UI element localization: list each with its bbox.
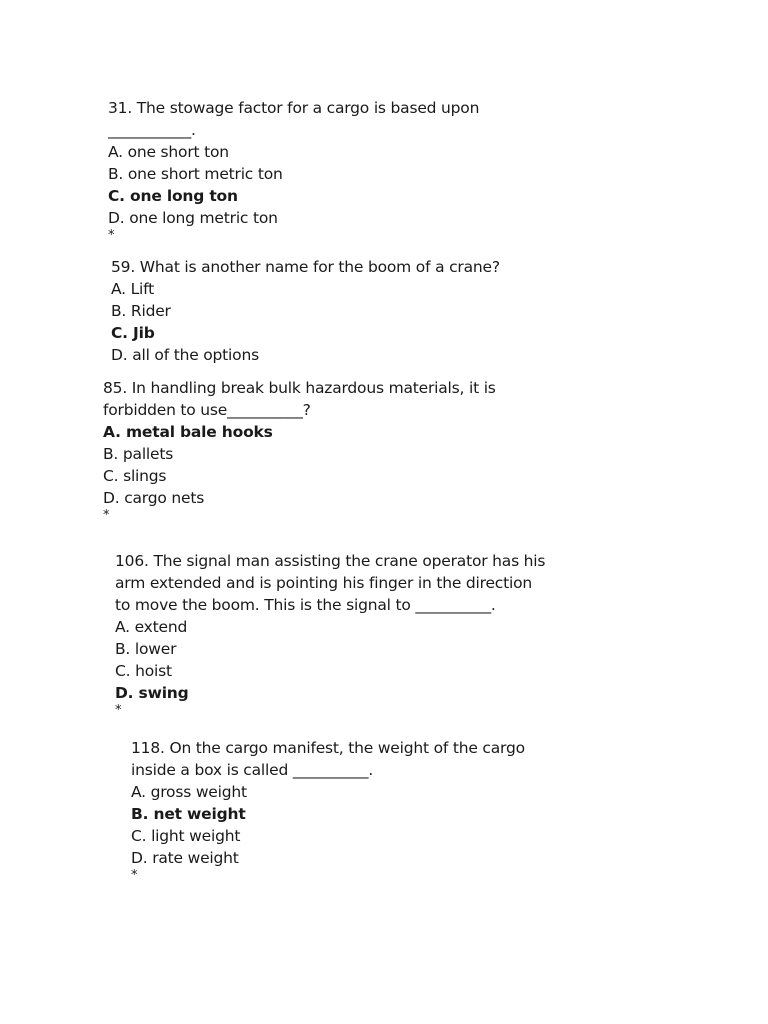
question-31 <box>108 97 479 243</box>
question-text: 118. On the cargo manifest, the weight of the cargo <box>131 739 525 757</box>
question-text: 85. In handling break bulk hazardous materials, it is <box>103 379 496 397</box>
option-a-correct: A. metal bale hooks <box>103 423 273 441</box>
option-c-correct: C. one long ton <box>108 187 238 205</box>
question-106 <box>115 550 545 718</box>
option-d: D. rate weight <box>131 849 239 867</box>
answer-marker: * <box>103 508 110 523</box>
question-text: ___________. <box>108 121 196 139</box>
option-b: B. lower <box>115 640 177 658</box>
option-d: D. all of the options <box>111 346 259 364</box>
question-text: forbidden to use__________? <box>103 401 311 419</box>
option-a: A. gross weight <box>131 783 247 801</box>
option-b: B. Rider <box>111 302 171 320</box>
option-d-correct: D. swing <box>115 684 189 702</box>
answer-marker: * <box>115 703 122 718</box>
question-text: to move the boom. This is the signal to __________. <box>115 596 496 614</box>
option-a: A. extend <box>115 618 188 636</box>
option-c: C. hoist <box>115 662 172 680</box>
option-b: B. one short metric ton <box>108 165 283 183</box>
answer-marker: * <box>131 868 138 883</box>
option-d: D. one long metric ton <box>108 209 278 227</box>
question-text: arm extended and is pointing his finger in the direction <box>115 574 533 592</box>
option-a: A. Lift <box>111 280 154 298</box>
option-b-correct: B. net weight <box>131 805 246 823</box>
option-c-correct: C. Jib <box>111 324 155 342</box>
question-text: inside a box is called __________. <box>131 761 374 779</box>
question-85 <box>103 377 496 523</box>
option-a: A. one short ton <box>108 143 229 161</box>
option-b: B. pallets <box>103 445 174 463</box>
option-d: D. cargo nets <box>103 489 205 507</box>
option-c: C. slings <box>103 467 167 485</box>
question-59 <box>111 256 500 366</box>
question-text: 31. The stowage factor for a cargo is based upon <box>108 99 480 117</box>
option-c: C. light weight <box>131 827 241 845</box>
question-text: 59. What is another name for the boom of a crane? <box>111 258 500 276</box>
question-text: 106. The signal man assisting the crane operator has his <box>115 552 546 570</box>
answer-marker: * <box>108 228 115 243</box>
question-118 <box>131 737 525 883</box>
